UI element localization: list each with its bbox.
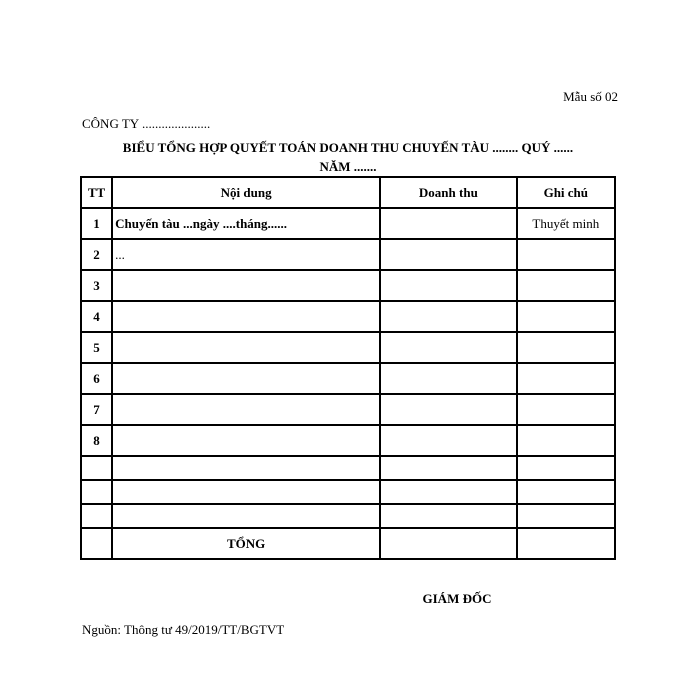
row-number-cell: 6 [81, 363, 112, 394]
row-note-cell [517, 504, 615, 528]
row-revenue-cell [380, 504, 517, 528]
row-revenue-cell [380, 363, 517, 394]
table-row [81, 394, 615, 425]
row-content-cell [112, 425, 380, 456]
row-number-cell: 1 [81, 208, 112, 239]
row-note-cell [517, 332, 615, 363]
table-row [81, 270, 615, 301]
row-note-cell [517, 425, 615, 456]
row-content-cell: ... [112, 239, 380, 270]
row-content-cell [112, 504, 380, 528]
row-number-cell: 7 [81, 394, 112, 425]
row-revenue-cell [380, 239, 517, 270]
row-note-cell [517, 394, 615, 425]
table-header-row [81, 177, 615, 208]
table-row [81, 239, 615, 270]
title-line-2: NĂM ....... [319, 159, 377, 174]
row-revenue-cell [380, 394, 517, 425]
row-number-cell: 8 [81, 425, 112, 456]
row-note-cell [517, 363, 615, 394]
total-revenue-cell [380, 528, 517, 559]
row-number-cell: 2 [81, 239, 112, 270]
row-content-cell [112, 332, 380, 363]
row-number-cell [81, 456, 112, 480]
row-content-cell [112, 394, 380, 425]
row-note-cell [517, 456, 615, 480]
row-number-cell [81, 504, 112, 528]
table-row [81, 480, 615, 504]
row-number-cell: 3 [81, 270, 112, 301]
row-revenue-cell [380, 425, 517, 456]
row-note-cell [517, 270, 615, 301]
director-signature-label: GIÁM ĐỐC [422, 591, 492, 606]
row-note-cell: Thuyết minh [517, 208, 615, 239]
table-row [81, 504, 615, 528]
table-row [81, 363, 615, 394]
document-title [80, 138, 616, 176]
table-row [81, 301, 615, 332]
row-revenue-cell [380, 208, 517, 239]
column-header-tt: TT [81, 177, 112, 208]
company-name: CÔNG TY ..................... [82, 116, 211, 131]
row-number-cell: 5 [81, 332, 112, 363]
table-row [81, 332, 615, 363]
row-content-cell: Chuyến tàu ...ngày ....tháng...... [112, 208, 380, 239]
table-row [81, 456, 615, 480]
row-content-cell [112, 363, 380, 394]
row-revenue-cell [380, 332, 517, 363]
row-content-cell [112, 480, 380, 504]
form-code: Mẫu số 02 [563, 89, 618, 104]
row-content-cell [112, 270, 380, 301]
row-revenue-cell [380, 301, 517, 332]
table-total-row [81, 528, 615, 559]
total-tt-cell [81, 528, 112, 559]
row-note-cell [517, 480, 615, 504]
row-note-cell [517, 239, 615, 270]
source-note: Nguồn: Thông tư 49/2019/TT/BGTVT [82, 622, 285, 637]
total-label: TỔNG [112, 528, 380, 559]
row-revenue-cell [380, 480, 517, 504]
table-row [81, 208, 615, 239]
row-content-cell [112, 301, 380, 332]
column-header-revenue: Doanh thu [380, 177, 517, 208]
row-content-cell [112, 456, 380, 480]
total-note-cell [517, 528, 615, 559]
table-row [81, 425, 615, 456]
row-number-cell: 4 [81, 301, 112, 332]
column-header-note: Ghi chú [517, 177, 615, 208]
revenue-table [80, 176, 616, 560]
table-body [81, 208, 615, 528]
column-header-content: Nội dung [112, 177, 380, 208]
row-revenue-cell [380, 270, 517, 301]
row-number-cell [81, 480, 112, 504]
title-line-1: BIỂU TỔNG HỢP QUYẾT TOÁN DOANH THU CHUYẾN TÀU ........ QUÝ ...... [122, 140, 574, 155]
row-revenue-cell [380, 456, 517, 480]
row-note-cell [517, 301, 615, 332]
